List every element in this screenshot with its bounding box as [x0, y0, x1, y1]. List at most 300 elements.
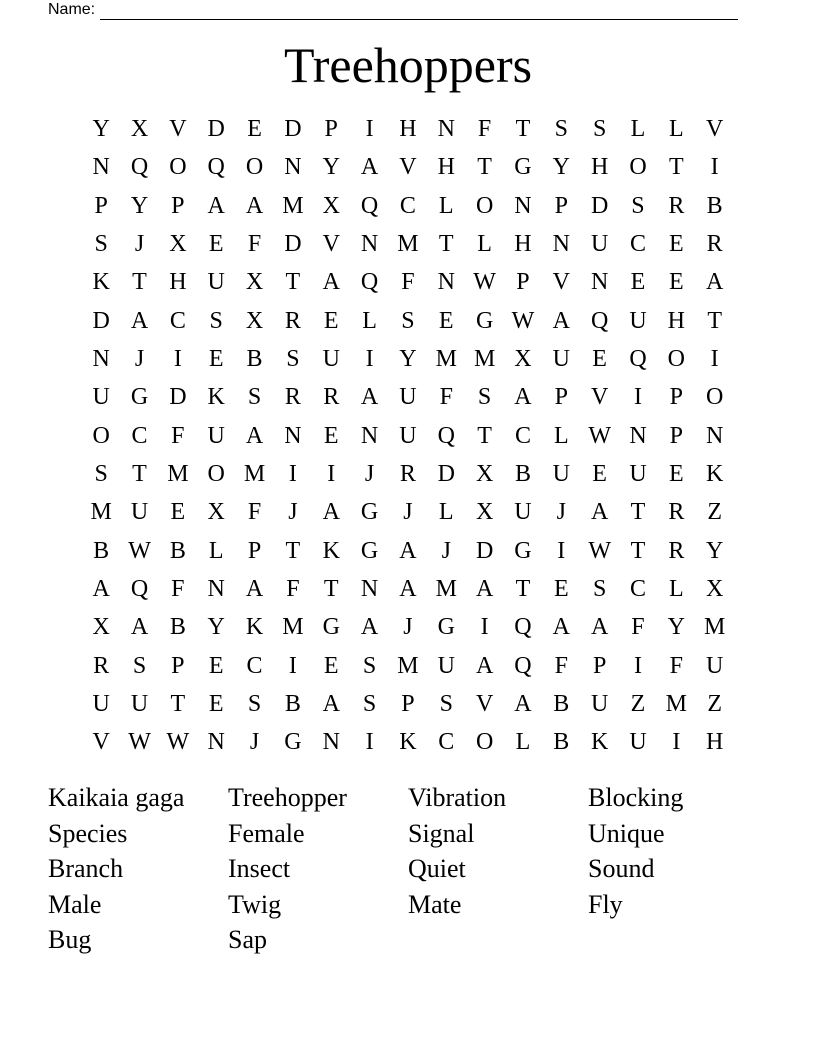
grid-letter: P	[592, 652, 607, 679]
grid-letter: I	[480, 614, 489, 641]
grid-letter: W	[166, 729, 190, 756]
grid-letter: A	[590, 499, 609, 526]
grid-letter: J	[134, 231, 145, 258]
word-list-item: Mate	[408, 889, 462, 919]
name-field	[48, 0, 748, 20]
grid-letter: J	[441, 537, 451, 564]
grid-letter: A	[514, 691, 532, 718]
grid-letter: J	[556, 499, 566, 526]
grid-letter: R	[706, 231, 723, 258]
grid-letter: M	[397, 652, 419, 679]
grid-letter: W	[588, 422, 611, 449]
grid-letter: S	[247, 384, 262, 411]
grid-letter: C	[131, 422, 148, 449]
grid-letter: K	[207, 384, 225, 411]
grid-letter: E	[208, 652, 224, 679]
grid-letter: V	[475, 691, 494, 718]
grid-letter: N	[322, 729, 340, 756]
grid-row	[82, 493, 734, 531]
word-list-item: Twig	[228, 889, 282, 919]
grid-letter: S	[132, 652, 147, 679]
grid-letter: U	[399, 384, 417, 411]
grid-letter: M	[90, 499, 112, 526]
grid-letter: T	[132, 461, 147, 488]
grid-letter: X	[92, 614, 110, 641]
grid-letter: P	[669, 384, 683, 411]
grid-letter: L	[438, 192, 454, 219]
grid-letter: A	[360, 614, 379, 641]
grid-letter: G	[322, 614, 340, 641]
grid-letter: L	[630, 116, 646, 143]
grid-letter: V	[399, 154, 417, 181]
grid-letter: M	[397, 231, 419, 258]
grid-letter: C	[399, 192, 416, 219]
grid-letter: L	[362, 307, 377, 334]
grid-letter: Y	[322, 154, 340, 181]
grid-letter: E	[630, 269, 646, 296]
grid-row	[82, 608, 734, 646]
grid-letter: U	[437, 652, 455, 679]
grid-letter: F	[171, 422, 185, 449]
grid-row	[82, 225, 734, 263]
grid-letter: G	[360, 537, 379, 564]
grid-letter: V	[590, 384, 609, 411]
grid-letter: B	[553, 691, 570, 718]
word-list-item: Fly	[588, 889, 623, 919]
grid-letter: M	[282, 192, 304, 219]
grid-letter: V	[552, 269, 570, 296]
grid-letter: G	[514, 154, 532, 181]
grid-letter: N	[92, 346, 110, 373]
grid-letter: I	[288, 652, 297, 679]
grid-letter: Q	[130, 154, 149, 181]
grid-row	[82, 340, 734, 378]
name-underline	[100, 4, 738, 20]
grid-letter: H	[590, 154, 609, 181]
grid-letter: N	[92, 154, 110, 181]
grid-letter: A	[360, 154, 379, 181]
grid-letter: T	[477, 422, 492, 449]
grid-letter: Y	[552, 154, 570, 181]
grid-letter: B	[284, 691, 301, 718]
grid-letter: D	[169, 384, 187, 411]
grid-letter: S	[477, 384, 492, 411]
grid-letter: V	[92, 729, 110, 756]
grid-letter: K	[322, 537, 340, 564]
grid-letter: F	[171, 576, 185, 603]
grid-row	[82, 685, 734, 723]
grid-letter: E	[668, 269, 684, 296]
grid-letter: B	[706, 192, 723, 219]
grid-letter: M	[282, 614, 304, 641]
word-list-item: Signal	[408, 818, 475, 848]
grid-letter: B	[169, 537, 186, 564]
grid-letter: U	[590, 231, 609, 258]
grid-letter: H	[706, 729, 724, 756]
grid-letter: E	[592, 346, 607, 373]
grid-letter: C	[629, 576, 646, 603]
grid-letter: A	[360, 384, 379, 411]
grid-letter: C	[629, 231, 646, 258]
grid-letter: B	[514, 461, 531, 488]
grid-letter: G	[284, 729, 302, 756]
grid-letter: U	[399, 422, 417, 449]
grid-letter: A	[207, 192, 225, 219]
grid-letter: H	[169, 269, 187, 296]
word-list-item: Treehopper	[228, 783, 347, 812]
grid-letter: P	[94, 192, 108, 219]
grid-letter: K	[590, 729, 609, 756]
grid-letter: Z	[630, 691, 646, 718]
grid-letter: I	[365, 116, 374, 143]
grid-letter: C	[246, 652, 263, 679]
word-list-item: Unique	[588, 818, 665, 848]
grid-letter: X	[475, 499, 494, 526]
grid-letter: Z	[707, 499, 722, 526]
grid-letter: G	[514, 537, 532, 564]
grid-letter: W	[473, 269, 496, 296]
grid-letter: O	[207, 461, 225, 488]
grid-letter: J	[364, 461, 375, 488]
grid-letter: P	[554, 384, 568, 411]
grid-letter: O	[245, 154, 264, 181]
grid-letter: F	[247, 231, 262, 258]
grid-letter: G	[475, 307, 494, 334]
word-list-item: Female	[228, 818, 305, 848]
grid-letter: K	[92, 269, 110, 296]
grid-letter: O	[667, 346, 685, 373]
grid-letter: M	[167, 461, 189, 488]
grid-row	[82, 187, 734, 225]
grid-letter: L	[477, 231, 492, 258]
grid-letter: M	[473, 346, 496, 373]
grid-letter: S	[439, 691, 453, 718]
grid-letter: O	[706, 384, 724, 411]
grid-letter: E	[323, 652, 339, 679]
grid-letter: T	[438, 231, 454, 258]
grid-letter: C	[438, 729, 455, 756]
grid-letter: R	[284, 307, 301, 334]
grid-letter: E	[553, 576, 569, 603]
grid-row	[82, 417, 734, 455]
grid-letter: S	[592, 116, 607, 143]
grid-letter: Y	[92, 116, 110, 143]
grid-letter: N	[360, 231, 379, 258]
grid-letter: M	[243, 461, 266, 488]
grid-letter: U	[207, 269, 225, 296]
grid-letter: S	[401, 307, 415, 334]
grid-row	[82, 302, 734, 340]
grid-letter: N	[207, 576, 225, 603]
grid-letter: N	[514, 192, 532, 219]
grid-letter: T	[668, 154, 684, 181]
grid-letter: I	[710, 154, 719, 181]
grid-letter: X	[245, 269, 264, 296]
grid-letter: O	[475, 729, 494, 756]
grid-letter: D	[590, 192, 609, 219]
grid-row	[82, 647, 734, 685]
grid-letter: Q	[360, 269, 379, 296]
grid-letter: T	[515, 576, 531, 603]
grid-letter: D	[284, 116, 302, 143]
grid-letter: K	[399, 729, 417, 756]
grid-letter: P	[247, 537, 262, 564]
grid-letter: I	[633, 384, 642, 411]
grid-letter: Q	[514, 652, 532, 679]
grid-letter: O	[169, 154, 187, 181]
grid-letter: V	[322, 231, 340, 258]
grid-letter: F	[554, 652, 568, 679]
grid-letter: S	[94, 461, 108, 488]
grid-letter: D	[437, 461, 455, 488]
grid-letter: T	[323, 576, 339, 603]
grid-letter: H	[437, 154, 455, 181]
grid-letter: I	[633, 652, 642, 679]
grid-letter: N	[629, 422, 647, 449]
grid-letter: S	[554, 116, 568, 143]
grid-letter: I	[365, 346, 374, 373]
grid-letter: A	[245, 192, 264, 219]
grid-letter: G	[130, 384, 149, 411]
grid-letter: X	[475, 461, 494, 488]
grid-letter: J	[403, 614, 413, 641]
grid-letter: A	[322, 691, 340, 718]
grid-letter: A	[245, 576, 264, 603]
grid-letter: L	[668, 576, 684, 603]
grid-letter: N	[284, 154, 302, 181]
grid-letter: E	[208, 231, 224, 258]
grid-letter: L	[438, 499, 454, 526]
grid-letter: A	[590, 614, 609, 641]
grid-letter: L	[208, 537, 224, 564]
grid-letter: C	[169, 307, 186, 334]
grid-letter: S	[362, 652, 377, 679]
grid-letter: V	[706, 116, 724, 143]
grid-letter: S	[209, 307, 223, 334]
word-list-item: Male	[48, 889, 102, 919]
grid-letter: U	[629, 729, 647, 756]
word-list-item: Species	[48, 818, 128, 848]
grid-row	[82, 455, 734, 493]
grid-letter: P	[401, 691, 415, 718]
letter-grid	[82, 110, 734, 762]
grid-letter: N	[437, 269, 455, 296]
grid-letter: H	[514, 231, 532, 258]
word-list-item: Bug	[48, 925, 92, 954]
grid-letter: F	[477, 116, 492, 143]
grid-letter: M	[704, 614, 726, 641]
grid-letter: W	[128, 537, 151, 564]
grid-letter: N	[706, 422, 724, 449]
grid-letter: A	[399, 537, 417, 564]
grid-letter: Q	[207, 154, 225, 181]
grid-letter: U	[130, 499, 149, 526]
grid-letter: R	[399, 461, 416, 488]
grid-letter: N	[437, 116, 455, 143]
grid-letter: A	[552, 307, 570, 334]
grid-letter: A	[552, 614, 570, 641]
grid-letter: R	[284, 384, 301, 411]
grid-letter: E	[170, 499, 186, 526]
grid-letter: X	[245, 307, 264, 334]
grid-letter: I	[173, 346, 182, 373]
grid-letter: W	[128, 729, 151, 756]
grid-letter: Q	[437, 422, 455, 449]
grid-letter: U	[322, 346, 340, 373]
grid-letter: P	[554, 192, 568, 219]
grid-letter: A	[475, 652, 494, 679]
grid-letter: Q	[360, 192, 379, 219]
grid-letter: A	[475, 576, 494, 603]
grid-letter: D	[475, 537, 494, 564]
grid-letter: H	[667, 307, 685, 334]
grid-letter: U	[514, 499, 532, 526]
grid-letter: N	[552, 231, 570, 258]
grid-letter: Z	[707, 691, 722, 718]
grid-letter: A	[130, 307, 149, 334]
word-list-item: Blocking	[588, 783, 684, 812]
grid-letter: F	[631, 614, 645, 641]
grid-letter: X	[130, 116, 149, 143]
grid-letter: Y	[207, 614, 225, 641]
grid-row	[82, 378, 734, 416]
grid-letter: M	[435, 576, 457, 603]
grid-letter: N	[284, 422, 302, 449]
grid-letter: A	[92, 576, 110, 603]
grid-letter: U	[590, 691, 609, 718]
grid-letter: J	[134, 346, 145, 373]
grid-letter: N	[360, 576, 379, 603]
grid-letter: R	[668, 192, 685, 219]
grid-letter: P	[171, 192, 185, 219]
grid-letter: U	[552, 346, 570, 373]
grid-letter: P	[516, 269, 530, 296]
grid-letter: E	[438, 307, 454, 334]
grid-row	[82, 723, 734, 761]
grid-row	[82, 110, 734, 148]
grid-letter: F	[439, 384, 453, 411]
grid-letter: I	[327, 461, 336, 488]
word-list-item: Kaikaia gaga	[48, 783, 185, 812]
grid-letter: A	[399, 576, 417, 603]
grid-letter: S	[362, 691, 377, 718]
grid-letter: U	[207, 422, 225, 449]
grid-letter: X	[514, 346, 532, 373]
grid-letter: O	[629, 154, 647, 181]
grid-letter: N	[590, 269, 609, 296]
word-list-item: Sound	[588, 854, 655, 883]
grid-letter: T	[515, 116, 531, 143]
grid-letter: U	[92, 691, 110, 718]
word-list-item: Quiet	[408, 854, 466, 883]
grid-letter: P	[171, 652, 185, 679]
grid-letter: A	[322, 269, 340, 296]
name-label: Name:	[48, 1, 96, 18]
grid-letter: U	[552, 461, 570, 488]
grid-letter: F	[286, 576, 300, 603]
word-list-item: Branch	[48, 854, 124, 883]
grid-letter: S	[94, 231, 108, 258]
grid-letter: Q	[590, 307, 609, 334]
grid-letter: W	[511, 307, 535, 334]
grid-letter: V	[169, 116, 187, 143]
grid-letter: T	[630, 537, 646, 564]
word-list-item: Sap	[228, 925, 267, 954]
grid-row	[82, 570, 734, 608]
grid-letter: Y	[706, 537, 724, 564]
grid-letter: E	[247, 116, 262, 143]
grid-letter: O	[92, 422, 110, 449]
grid-letter: R	[93, 652, 110, 679]
grid-letter: M	[665, 691, 687, 718]
grid-letter: X	[322, 192, 340, 219]
grid-letter: B	[93, 537, 110, 564]
word-list	[48, 780, 768, 958]
grid-letter: O	[475, 192, 494, 219]
grid-letter: D	[284, 231, 302, 258]
grid-letter: P	[669, 422, 683, 449]
grid-letter: N	[207, 729, 225, 756]
grid-letter: S	[631, 192, 645, 219]
grid-letter: Q	[130, 576, 149, 603]
grid-letter: G	[360, 499, 379, 526]
grid-letter: A	[322, 499, 340, 526]
grid-letter: G	[437, 614, 455, 641]
grid-letter: T	[707, 307, 722, 334]
page-title: Treehoppers	[283, 37, 533, 93]
grid-letter: A	[706, 269, 724, 296]
grid-letter: T	[285, 537, 301, 564]
grid-letter: Y	[667, 614, 685, 641]
grid-letter: L	[668, 116, 684, 143]
grid-letter: T	[630, 499, 646, 526]
grid-letter: X	[169, 231, 187, 258]
grid-letter: C	[514, 422, 531, 449]
grid-letter: X	[706, 576, 724, 603]
grid-letter: F	[401, 269, 415, 296]
word-list-item: Vibration	[408, 783, 507, 812]
word-list-item: Insect	[228, 854, 291, 883]
grid-letter: S	[592, 576, 607, 603]
grid-letter: E	[668, 461, 684, 488]
grid-letter: E	[592, 461, 607, 488]
grid-letter: L	[553, 422, 569, 449]
grid-letter: J	[403, 499, 413, 526]
grid-letter: E	[208, 346, 224, 373]
grid-letter: I	[672, 729, 681, 756]
grid-letter: X	[207, 499, 225, 526]
grid-letter: S	[247, 691, 262, 718]
grid-letter: P	[324, 116, 338, 143]
grid-letter: E	[323, 422, 339, 449]
grid-letter: U	[706, 652, 724, 679]
grid-letter: R	[323, 384, 340, 411]
grid-letter: E	[208, 691, 224, 718]
grid-letter: A	[514, 384, 532, 411]
grid-letter: Y	[130, 192, 149, 219]
grid-letter: L	[515, 729, 531, 756]
grid-row	[82, 532, 734, 570]
grid-letter: I	[365, 729, 374, 756]
grid-letter: U	[629, 461, 647, 488]
grid-letter: D	[92, 307, 110, 334]
grid-letter: T	[170, 691, 186, 718]
grid-letter: U	[629, 307, 647, 334]
grid-letter: J	[249, 729, 260, 756]
grid-letter: F	[247, 499, 262, 526]
grid-letter: A	[130, 614, 149, 641]
grid-letter: D	[207, 116, 225, 143]
